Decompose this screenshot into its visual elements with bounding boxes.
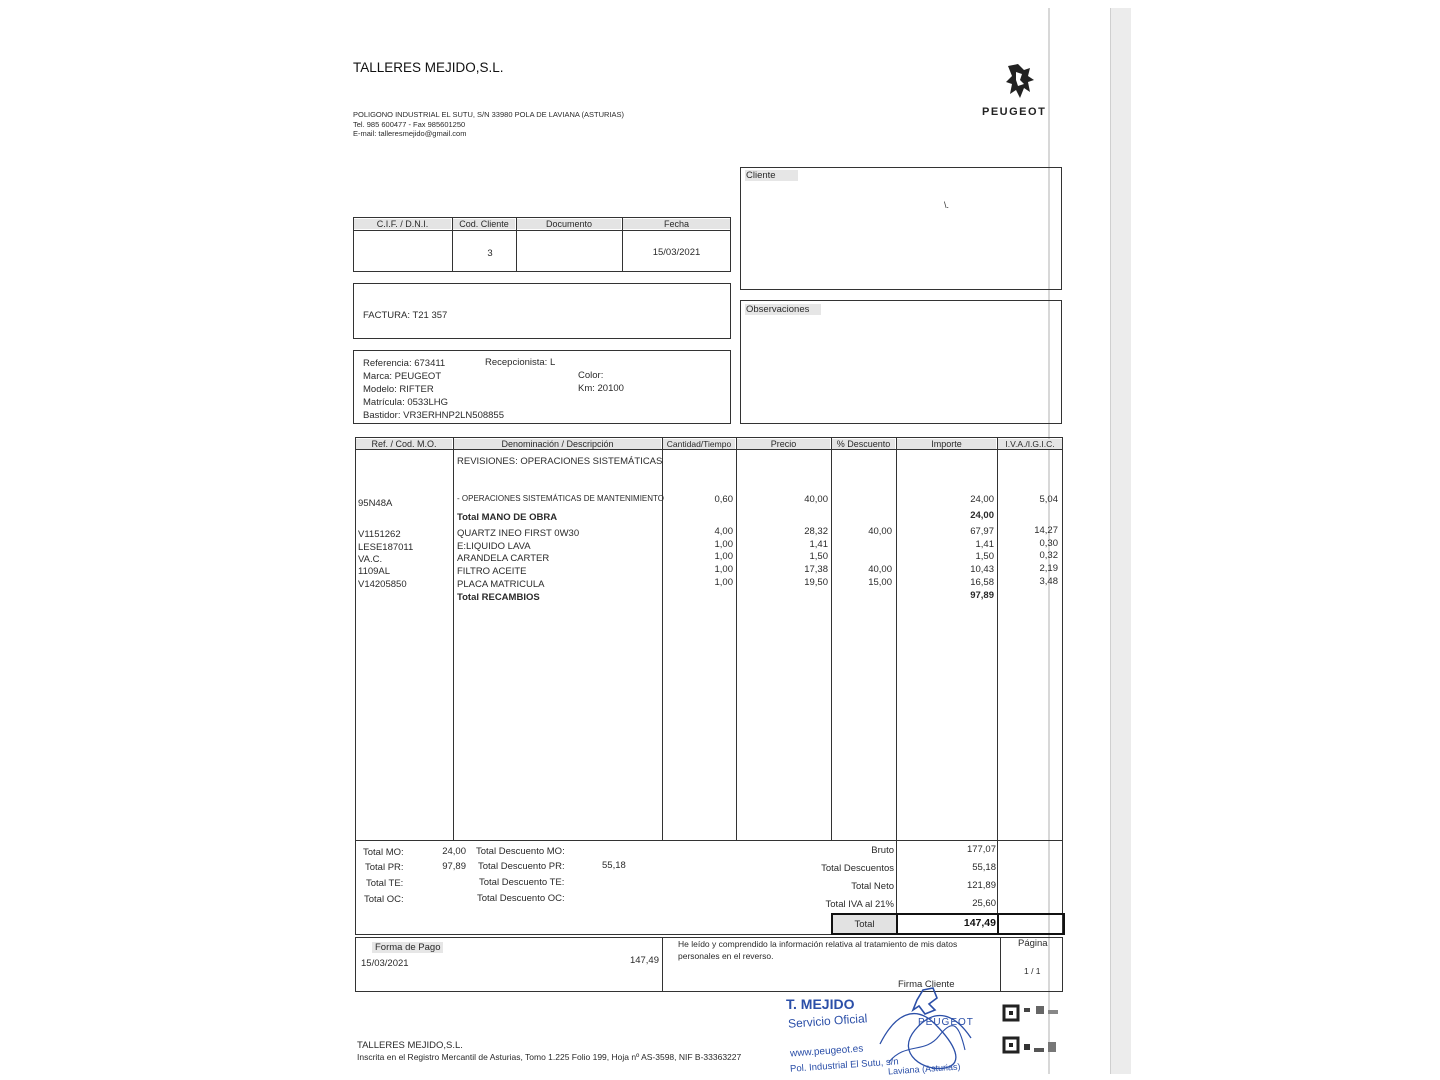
header-fecha-value: 15/03/2021 (652, 247, 701, 258)
row-ref: VA.C. (358, 554, 383, 565)
row-amount: 1,50 (975, 551, 994, 562)
row-qty: 1,00 (714, 564, 733, 575)
row-amount: 1,41 (975, 539, 994, 550)
row-amount: 10,43 (970, 564, 994, 575)
observaciones-label: Observaciones (745, 304, 821, 315)
privacy-notice: He leído y comprendido la información relativa al tratamiento de mis datos personales en el reverso. (678, 939, 958, 961)
stamp-name: T. MEJIDO (786, 996, 855, 1012)
peugeot-lion-logo (998, 60, 1042, 104)
col-amount-header: Importe (897, 439, 996, 449)
total-iva-value: 25,60 (972, 898, 996, 909)
row-ref: 1109AL (358, 566, 391, 577)
row-price: 1,50 (809, 551, 828, 562)
row-price: 19,50 (804, 577, 828, 588)
col-price-header: Precio (737, 439, 830, 449)
total-label: Total (854, 919, 875, 930)
row-qty: 1,00 (714, 577, 733, 588)
vehicle-bastidor: Bastidor: VR3ERHNP2LN508855 (363, 410, 504, 421)
row-desc: ARANDELA CARTER (457, 553, 550, 564)
total-descuentos-label: Total Descuentos (821, 863, 894, 874)
footer-company: TALLERES MEJIDO,S.L. (357, 1040, 463, 1051)
subtotal-mano-obra-label: Total MANO DE OBRA (457, 512, 558, 523)
col-iva-header: I.V.A./I.G.I.C. (998, 439, 1062, 449)
vehicle-matricula: Matrícula: 0533LHG (363, 397, 449, 408)
stamp-service: Servicio Oficial (787, 1011, 868, 1031)
payment-date: 15/03/2021 (361, 958, 409, 969)
vehicle-km: Km: 20100 (578, 383, 624, 394)
row-disc: 40,00 (868, 526, 892, 537)
row-desc: E:LIQUIDO LAVA (457, 541, 531, 552)
brand-name: PEUGEOT (982, 106, 1047, 118)
col-desc-header: Denominación / Descripción (454, 439, 661, 449)
subtotal-recambios-amount: 97,89 (970, 590, 994, 601)
row-amount: 67,97 (970, 526, 994, 537)
vehicle-modelo: Modelo: RIFTER (363, 384, 434, 395)
total-neto-label: Total Neto (851, 881, 894, 892)
total-pr-value: 97,89 (442, 861, 466, 872)
header-fecha-label: Fecha (623, 219, 730, 229)
total-descuento-oc-label: Total Descuento OC: (477, 893, 565, 904)
row-qty: 4,00 (714, 526, 733, 537)
row-iva: 14,27 (1034, 525, 1058, 536)
col-ref-header: Ref. / Cod. M.O. (356, 439, 452, 449)
row-ref: LESE187011 (358, 542, 414, 553)
total-value: 147,49 (963, 917, 996, 929)
factura-number: FACTURA: T21 357 (363, 310, 448, 321)
total-descuento-pr-value: 55,18 (602, 860, 626, 871)
row-ref: V14205850 (358, 579, 407, 590)
cliente-box (740, 167, 1062, 290)
row-ref: V1151262 (358, 529, 401, 540)
row-disc: 15,00 (868, 577, 892, 588)
company-address: POLIGONO INDUSTRIAL EL SUTU, S/N 33980 POLA DE LAVIANA (ASTURIAS) (353, 110, 625, 119)
observaciones-box (740, 300, 1062, 424)
payment-amount: 147,49 (629, 955, 659, 966)
stamp-brand: PEUGEOT (918, 1017, 974, 1028)
total-pr-label: Total PR: (365, 862, 404, 873)
vehicle-color: Color: (578, 370, 604, 381)
items-section-title: REVISIONES: OPERACIONES SISTEMÁTICAS (457, 456, 663, 467)
pagina-value: 1 / 1 (1024, 966, 1041, 976)
row-amount: 24,00 (970, 494, 994, 505)
row-price: 40,00 (804, 494, 828, 505)
stamp-address: Pol. Industrial El Sutu, s/n (789, 1056, 900, 1075)
company-email: E-mail: talleresmejido@gmail.com (353, 129, 467, 138)
bruto-label: Bruto (871, 845, 894, 856)
row-desc: FILTRO ACEITE (457, 566, 527, 577)
total-iva-label: Total IVA al 21% (825, 899, 894, 910)
row-iva: 3,48 (1039, 576, 1058, 587)
forma-pago-label: Forma de Pago (372, 942, 443, 953)
bruto-value: 177,07 (966, 844, 996, 855)
pagina-label: Página (1018, 938, 1048, 949)
row-price: 28,32 (804, 526, 828, 537)
col-qty-header: Cantidad/Tiempo (663, 439, 735, 449)
col-disc-header: % Descuento (832, 439, 895, 449)
stamp-region: Laviana (Asturias) (887, 1061, 961, 1077)
company-phone: Tel. 985 600477 - Fax 985601250 (353, 120, 466, 129)
vehicle-recepcionista: Recepcionista: L (485, 357, 556, 368)
row-amount: 16,58 (970, 577, 994, 588)
total-descuento-pr-label: Total Descuento PR: (478, 861, 565, 872)
vehicle-referencia: Referencia: 673411 (363, 358, 446, 369)
row-qty: 1,00 (714, 551, 733, 562)
total-descuento-mo-label: Total Descuento MO: (476, 846, 565, 857)
row-ref: 95N48A (358, 498, 393, 509)
row-qty: 1,00 (714, 539, 733, 550)
total-oc-label: Total OC: (364, 894, 404, 905)
total-descuentos-value: 55,18 (972, 862, 996, 873)
vehicle-marca: Marca: PEUGEOT (363, 371, 442, 382)
header-cod-cliente-value: 3 (487, 248, 493, 259)
row-iva: 0,32 (1039, 550, 1058, 561)
row-iva: 0,30 (1039, 538, 1058, 549)
total-te-label: Total TE: (366, 878, 404, 889)
firma-cliente-label: Firma Cliente (898, 979, 955, 990)
total-mo-value: 24,00 (442, 846, 466, 857)
company-name: TALLERES MEJIDO,S.L. (353, 60, 504, 75)
subtotal-recambios-label: Total RECAMBIOS (457, 592, 540, 603)
scan-edge-strip (1110, 8, 1131, 1074)
row-desc: PLACA MATRICULA (457, 579, 545, 590)
footer-registry: Inscrita en el Registro Mercantil de Asturias, Tomo 1.225 Folio 199, Hoja nº AS-3598, NIF B-33363227 (357, 1052, 742, 1062)
row-iva: 2,19 (1039, 563, 1058, 574)
total-neto-value: 121,89 (966, 880, 996, 891)
row-desc: - OPERACIONES SISTEMÁTICAS DE MANTENIMIENTO (457, 494, 664, 503)
signature-scribble (875, 984, 975, 1077)
row-price: 17,38 (804, 564, 828, 575)
qr-code-fragment (1002, 1004, 1062, 1068)
row-disc: 40,00 (868, 564, 892, 575)
cliente-label: Cliente (745, 170, 798, 181)
total-mo-label: Total MO: (363, 847, 404, 858)
total-descuento-te-label: Total Descuento TE: (479, 877, 565, 888)
row-price: 1,41 (809, 539, 828, 550)
stamp-web: www.peugeot.es (789, 1043, 864, 1060)
header-cif-label: C.I.F. / D.N.I. (354, 219, 451, 229)
row-iva: 5,04 (1039, 494, 1058, 505)
header-documento-label: Documento (517, 219, 621, 229)
header-cod-cliente-label: Cod. Cliente (453, 219, 515, 229)
subtotal-mano-obra-amount: 24,00 (970, 510, 994, 521)
cliente-mark: \. (944, 200, 950, 210)
row-desc: QUARTZ INEO FIRST 0W30 (457, 528, 580, 539)
row-qty: 0,60 (714, 494, 733, 505)
